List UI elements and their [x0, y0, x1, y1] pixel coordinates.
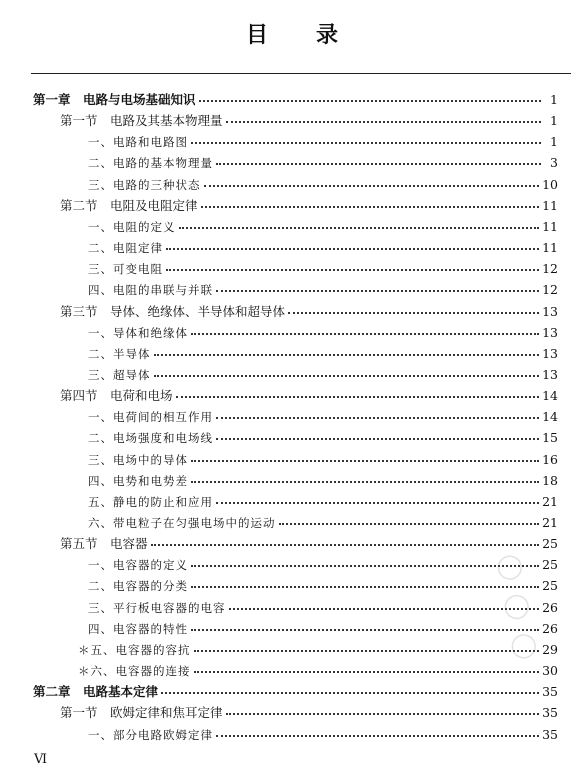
toc-page-number: 21	[542, 493, 558, 509]
toc-chapter	[33, 91, 558, 109]
dot-leader	[191, 481, 539, 483]
toc-entry-title: 二、电场强度和电场线	[88, 431, 213, 446]
toc-page-number: 13	[542, 303, 558, 319]
toc-entry-title: 一、电容器的定义	[88, 558, 188, 573]
toc-entry-title: 六、带电粒子在匀强电场中的运动	[88, 516, 276, 530]
toc-entry-title: 二、电容器的分类	[88, 579, 188, 594]
dot-leader	[176, 396, 540, 398]
dot-leader	[226, 713, 540, 715]
toc-entry-title: 第三节 导体、绝缘体、半导体和超导体	[60, 303, 286, 319]
dot-leader	[154, 354, 540, 356]
dot-leader	[216, 417, 539, 419]
toc-page-number: 1	[550, 92, 558, 107]
toc-entry-title: 三、平行板电容器的电容	[88, 600, 226, 615]
dot-leader	[191, 333, 539, 335]
toc-entry-title: 三、电场中的导体	[88, 452, 188, 467]
toc-item	[88, 451, 558, 469]
toc-page-number: 3	[550, 155, 558, 171]
toc-item	[88, 493, 558, 511]
toc-page-number: 1	[550, 134, 558, 150]
toc-page-number: 13	[542, 324, 558, 340]
dot-leader	[151, 544, 540, 546]
toc-page-number: 30	[542, 663, 558, 679]
toc-item	[88, 408, 558, 426]
toc-page-number: 1	[550, 113, 558, 129]
toc-item	[88, 133, 558, 151]
toc-page-number: 11	[542, 197, 558, 213]
toc-page-number: 35	[542, 705, 558, 721]
toc-entry-title: 四、电阻的串联与并联	[88, 283, 213, 298]
toc-item	[88, 239, 558, 257]
toc-page-number: 14	[542, 388, 558, 404]
toc-page-number: 35	[542, 684, 558, 700]
dot-leader	[191, 142, 541, 144]
dot-leader	[279, 523, 540, 525]
toc-entry-title: 第四节 电荷和电场	[60, 388, 173, 404]
dot-leader	[216, 290, 539, 292]
toc-page-number: 25	[542, 536, 558, 552]
toc-entry-title: ＊六、电容器的连接	[78, 664, 191, 679]
toc-entry-title: 四、电势和电势差	[88, 473, 188, 488]
toc-page-number: 13	[542, 366, 558, 382]
toc-page-number: 26	[542, 620, 558, 636]
toc-page-number: 15	[542, 430, 558, 446]
toc-entry-title: 第一节 欧姆定律和焦耳定律	[60, 705, 223, 721]
dot-leader	[226, 121, 541, 123]
title-char-1: 目	[245, 23, 270, 48]
toc-item	[88, 514, 558, 532]
toc-page-number: 11	[542, 218, 558, 234]
toc-item	[88, 345, 558, 363]
dot-leader	[201, 206, 540, 208]
title-divider	[31, 73, 571, 74]
page-title	[0, 18, 586, 49]
toc-section	[60, 112, 558, 130]
toc-page-number: 18	[542, 472, 558, 488]
dot-leader	[166, 248, 539, 250]
toc-page-number: 21	[542, 515, 558, 530]
toc-entry-title: 第五节 电容器	[60, 536, 148, 552]
toc-entry-title: ＊五、电容器的容抗	[78, 642, 191, 657]
toc-entry-title: 三、超导体	[88, 367, 151, 382]
toc-page-number: 25	[542, 578, 558, 594]
toc-entry-title: 第二节 电阻及电阻定律	[60, 197, 198, 213]
toc-section	[60, 197, 558, 215]
toc-item	[88, 176, 558, 194]
library-stamp: ◯ ◯ ◯	[493, 549, 540, 661]
toc-item	[88, 154, 558, 172]
toc-page-number: 13	[542, 345, 558, 361]
toc-entry-title: 二、电阻定律	[88, 241, 163, 256]
toc-item	[88, 218, 558, 236]
toc-item	[88, 324, 558, 342]
toc-section	[60, 303, 558, 321]
dot-leader	[154, 375, 540, 377]
title-char-2: 录	[316, 23, 341, 48]
toc-item	[88, 726, 558, 744]
toc-page-number: 26	[542, 599, 558, 615]
dot-leader	[191, 460, 539, 462]
toc-item	[88, 281, 558, 299]
dot-leader	[166, 269, 539, 271]
dot-leader	[216, 735, 539, 737]
toc-entry-title: 一、电荷间的相互作用	[88, 410, 213, 425]
toc-item	[88, 260, 558, 278]
dot-leader	[288, 312, 539, 314]
toc-entry-title: 三、可变电阻	[88, 262, 163, 277]
toc-page-number: 11	[542, 240, 558, 256]
page-number: Ⅵ	[34, 752, 48, 767]
toc-entry-title: 四、电容器的特性	[88, 621, 188, 636]
toc-page-number: 29	[542, 641, 558, 657]
toc-item	[88, 366, 558, 384]
toc-page-number: 25	[542, 557, 558, 573]
toc-entry-title: 第一节 电路及其基本物理量	[60, 113, 223, 129]
toc-page-number: 14	[542, 409, 558, 425]
toc-section	[60, 387, 558, 405]
toc-entry-title: 一、电路和电路图	[88, 135, 188, 150]
dot-leader	[204, 185, 540, 187]
dot-leader	[216, 163, 541, 165]
toc-entry-title: 第二章 电路基本定律	[33, 684, 159, 700]
toc-entry-title: 二、半导体	[88, 346, 151, 361]
dot-leader	[199, 100, 541, 102]
toc-entry-title: 二、电路的基本物理量	[88, 156, 213, 171]
dot-leader	[179, 227, 540, 229]
toc-entry-title: 五、静电的防止和应用	[88, 494, 213, 509]
toc-entry-title: 第一章 电路与电场基础知识	[33, 92, 196, 107]
dot-leader	[216, 502, 539, 504]
toc-entry-title: 一、导体和绝缘体	[88, 325, 188, 340]
toc-item	[88, 429, 558, 447]
toc-page-number: 10	[542, 176, 558, 192]
toc-item	[88, 472, 558, 490]
toc-page-number: 12	[542, 261, 558, 277]
toc-page-number: 12	[542, 282, 558, 298]
toc-entry-title: 一、部分电路欧姆定律	[88, 727, 213, 742]
toc-page-number: 16	[542, 451, 558, 467]
toc-entry-title: 一、电阻的定义	[88, 219, 176, 234]
dot-leader	[216, 438, 539, 440]
toc-page-number: 35	[542, 726, 558, 742]
toc-entry-title: 三、电路的三种状态	[88, 177, 201, 192]
